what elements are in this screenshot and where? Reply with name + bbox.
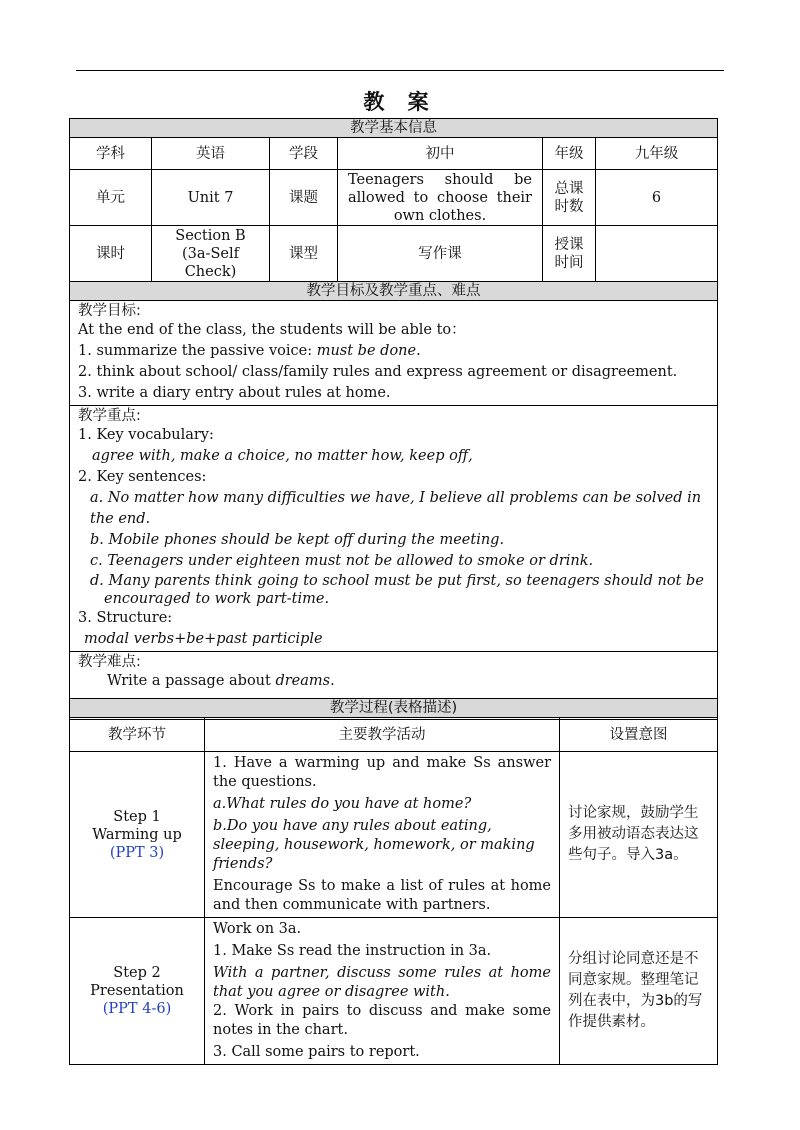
key-sentence: b. Mobile phones should be kept off during the meeting.: [90, 532, 505, 548]
step-ppt: (PPT 4-6): [102, 1001, 172, 1017]
teaching-time-value: [596, 226, 718, 282]
objective-item: 3. write a diary entry about rules at home.: [78, 385, 391, 401]
col-header-step: 教学环节: [70, 718, 205, 752]
activity-question: b.Do you have any rules about eating, sleeping, housework, homework, or making friends?: [213, 818, 535, 872]
activity-line: 1. Make Ss read the instruction in 3a.: [213, 943, 492, 959]
lesson-info-table: [69, 118, 718, 720]
process-table: [69, 698, 718, 1065]
activity-line: Encourage Ss to make a list of rules at home and then communicate with partners.: [213, 878, 551, 913]
key-sentence-cont: encouraged to work part-time.: [104, 591, 330, 607]
step-subtitle: Warming up: [92, 826, 182, 843]
stage-label: 学段: [270, 138, 338, 170]
subject-label: 学科: [70, 138, 152, 170]
activity-cell: [205, 918, 560, 1065]
topic-label: 课题: [270, 170, 338, 226]
grade-label: 年级: [543, 138, 596, 170]
key-points-cell: [70, 406, 718, 652]
step-cell: [70, 918, 205, 1065]
intent-cell: 分组讨论同意还是不同意家规。整理笔记列在表中，为3b的写作提供素材。: [560, 918, 718, 1065]
key-sentence: a. No matter how many difficulties we have, I believe all problems can be solved in the end.: [90, 490, 702, 527]
step-name: Step 2: [113, 965, 161, 981]
lesson-type-label: 课型: [270, 226, 338, 282]
objective-item: 2. think about school/ class/family rules and express agreement or disagreement.: [78, 364, 678, 380]
lesson-type-value: 写作课: [338, 226, 543, 282]
step-name: Step 1: [113, 808, 161, 825]
col-header-intent: 设置意图: [560, 718, 718, 752]
objectives-label: 教学目标:: [78, 303, 141, 319]
col-header-activity: 主要教学活动: [205, 718, 560, 752]
total-periods-value: 6: [596, 170, 718, 226]
period-value: Section B (3a-Self Check): [152, 226, 270, 282]
activity-line: 2. Work in pairs to discuss and make some notes in the chart.: [213, 1003, 551, 1038]
activity-question: a.What rules do you have at home?: [213, 796, 472, 812]
objectives-intro: At the end of the class, the students will be able to：: [78, 322, 466, 338]
activity-instruction: With a partner, discuss some rules at home that you agree or disagree with.: [213, 965, 551, 1000]
teaching-time-label: 授课时间: [543, 226, 596, 282]
activity-line: 1. Have a warming up and make Ss answer the questions.: [213, 755, 551, 790]
key-sentence: d. Many parents think going to school must be put first, so teenagers should not be: [90, 573, 704, 589]
objectives-cell: [70, 301, 718, 406]
page-title: 教 案: [363, 90, 437, 114]
total-periods-label: 总课时数: [543, 170, 596, 226]
grade-value: 九年级: [596, 138, 718, 170]
unit-label: 单元: [70, 170, 152, 226]
header-rule: [76, 70, 724, 71]
intent-cell: 讨论家规，鼓励学生多用被动语态表达这些句子。导入3a。: [560, 752, 718, 918]
unit-value: Unit 7: [152, 170, 270, 226]
activity-line: Work on 3a.: [213, 921, 302, 937]
key-vocab-label: 1. Key vocabulary:: [78, 427, 214, 443]
objective-item: 1. summarize the passive voice: must be done.: [78, 343, 421, 359]
basic-info-header: 教学基本信息: [70, 119, 718, 138]
key-vocab: agree with, make a choice, no matter how, keep off,: [92, 448, 473, 464]
topic-value: Teenagers should be allowed to choose their own clothes.: [338, 170, 543, 226]
goals-header: 教学目标及教学重点、难点: [70, 282, 718, 301]
structure-text: modal verbs+be+past participle: [84, 631, 323, 647]
difficulty-text: Write a passage about dreams.: [107, 673, 335, 689]
step-cell: [70, 752, 205, 918]
structure-label: 3. Structure:: [78, 610, 173, 626]
key-points-label: 教学重点:: [78, 408, 141, 424]
key-sentences-label: 2. Key sentences:: [78, 469, 207, 485]
step-subtitle: Presentation: [90, 983, 184, 999]
process-header: 教学过程(表格描述): [70, 699, 718, 718]
step-ppt: (PPT 3): [109, 844, 165, 861]
subject-value: 英语: [152, 138, 270, 170]
difficulty-label: 教学难点:: [78, 654, 141, 670]
stage-value: 初中: [338, 138, 543, 170]
activity-cell: [205, 752, 560, 918]
period-label: 课时: [70, 226, 152, 282]
key-sentence: c. Teenagers under eighteen must not be allowed to smoke or drink.: [90, 553, 594, 569]
activity-line: 3. Call some pairs to report.: [213, 1044, 420, 1060]
